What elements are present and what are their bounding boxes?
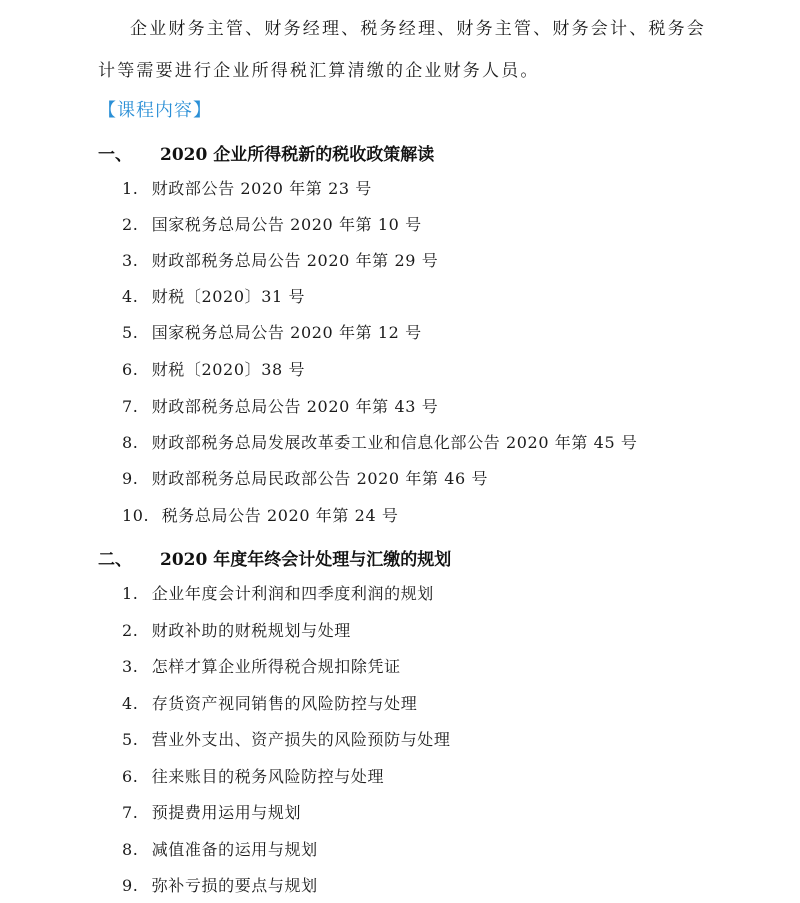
section-title: 2020 年度年终会计处理与汇缴的规划 [160,550,452,570]
list-item: 3. 怎样才算企业所得税合规扣除凭证 [122,657,401,676]
intro-line-2: 计等需要进行企业所得税汇算清缴的企业财务人员。 [98,61,540,81]
list-item: 2. 财政补助的财税规划与处理 [122,621,351,640]
list-item: 8. 减值准备的运用与规划 [122,840,318,859]
course-content-tag: 【课程内容】 [98,100,212,121]
section-heading-1 [98,140,434,165]
list-item: 8. 财政部税务总局发展改革委工业和信息化部公告 2020 年第 45 号 [122,433,638,452]
list-item: 4. 财税〔2020〕31 号 [122,287,306,306]
list-item: 9. 弥补亏损的要点与规划 [122,876,318,895]
list-item: 1. 企业年度会计利润和四季度利润的规划 [122,584,434,603]
list-item: 2. 国家税务总局公告 2020 年第 10 号 [122,215,422,234]
list-item: 9. 财政部税务总局民政部公告 2020 年第 46 号 [122,469,489,488]
section-heading-2 [98,545,451,570]
list-item: 6. 往来账目的税务风险防控与处理 [122,767,385,786]
list-item: 3. 财政部税务总局公告 2020 年第 29 号 [122,251,439,270]
list-item: 7. 财政部税务总局公告 2020 年第 43 号 [122,397,439,416]
section-title: 2020 企业所得税新的税收政策解读 [160,145,435,165]
intro-line-1: 企业财务主管、财务经理、税务经理、财务主管、财务会计、税务会 [130,19,706,39]
list-item: 7. 预提费用运用与规划 [122,803,302,822]
section-number: 一、 [98,145,132,165]
list-item: 4. 存货资产视同销售的风险防控与处理 [122,694,418,713]
list-item: 10. 税务总局公告 2020 年第 24 号 [122,506,399,525]
list-item: 1. 财政部公告 2020 年第 23 号 [122,179,372,198]
section-number: 二、 [98,550,132,570]
list-item: 6. 财税〔2020〕38 号 [122,360,306,379]
list-item: 5. 营业外支出、资产损失的风险预防与处理 [122,730,451,749]
list-item: 5. 国家税务总局公告 2020 年第 12 号 [122,323,422,342]
